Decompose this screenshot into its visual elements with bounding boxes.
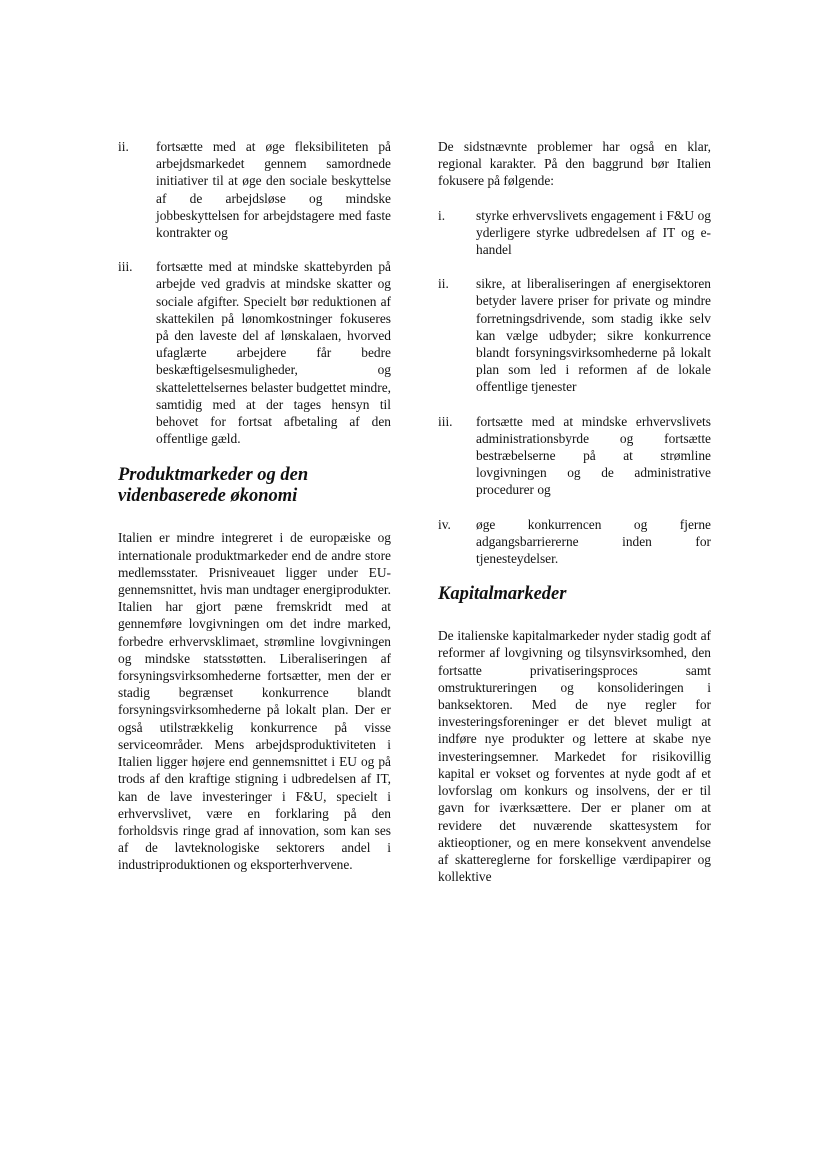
list-item bbox=[438, 516, 711, 568]
list-item-text: øge konkurrencen og fjerne adgangsbarriererne inden for tjenesteydelser. bbox=[476, 516, 711, 567]
section-heading-capital-markets: Kapitalmarkeder bbox=[438, 584, 567, 605]
list-item bbox=[118, 258, 391, 447]
body-paragraph: Italien er mindre integreret i de europæiske og internationale produktmarkeder end de andre store medlemsstater. Prisniveauet ligger under EU-gennemsnittet, hvis man undtager energiprodukter. Italien har gjort pæne fremskridt med at gennemføre lovgivningen om det indre marked, forbedre erhvervsklimaet, strømline lovgivningen og mindske statsstøtten. Liberaliseringen af forsyningsvirksomhederne fortsætter, men der er stadig begrænset konkurrence blandt forsyningsvirksomhederne på lokalt plan. Der er også utilstrækkelig konkurrence på visse serviceområder. Mens arbejdsproduktiviteten i Italien ligger højere end gennemsnittet i EU og på trods af den kraftige stigning i udbredelsen af IT, kan de lave investeringer i F&U, specielt i erhvervslivet, være en forklaring på den forholdsvis ringe grad af innovation, som kan ses af de lavteknologiske sektorers andel i industriproduktionen og eksporterhvervene. bbox=[118, 530, 391, 873]
list-item-number: ii. bbox=[118, 139, 129, 154]
section-heading-product-markets: Produktmarkeder og den videnbaserede økonomi bbox=[118, 465, 309, 507]
list-item-text: fortsætte med at mindske skattebyrden på arbejde ved gradvis at mindske skatter og sociale afgifter. Specielt bør reduktionen af skattekilen på lønomkostninger fokuseres på den laveste del af lønskalaen, hvorved ufaglærte arbejdere får bedre beskæftigelsesmuligheder, og skattelettelsernes belaster budgettet mindre, samtidig med at der tages hensyn til behovet for fortsat afbetaling af den offentlige gæld. bbox=[156, 259, 391, 447]
left-recommendation-list bbox=[118, 138, 391, 447]
list-item bbox=[438, 207, 711, 259]
list-item-text: fortsætte med at mindske erhvervslivets administrationsbyrde og fortsætte bestræbelserne på at strømline lovgivningen og de administrative procedurer og bbox=[476, 413, 711, 498]
intro-paragraph: De sidstnævnte problemer har også en klar, regional karakter. På den baggrund bør Italien fokusere på følgende: bbox=[438, 139, 711, 189]
list-item-number: iii. bbox=[438, 413, 453, 429]
list-item-number: iv. bbox=[438, 516, 451, 532]
list-item-text: sikre, at liberaliseringen af energisektoren betyder lavere priser for private og mindre forretningsdrivende, som stadig ikke selv kan vælge udbyder; sikre konkurrence blandt forsyningsvirksomhederne på lokalt plan som led i reformen af de lokale offentlige tjenester bbox=[476, 276, 711, 395]
list-item bbox=[118, 138, 391, 241]
list-item-number: ii. bbox=[438, 276, 449, 292]
right-column bbox=[438, 138, 711, 885]
list-item-text: fortsætte med at øge fleksibiliteten på arbejdsmarkedet gennem samordnede initiativer til at øge den sociale beskyttelse af de arbejdsløse og mindske jobbeskyttelsen for arbejdstagere med faste kontrakter og bbox=[156, 139, 391, 241]
body-paragraph: De italienske kapitalmarkeder nyder stadig godt af reformer af lovgivning og tilsynsvirksomhed, den fortsatte privatiseringsproces samt omstruktureringen og konsolideringen i banksektoren. Med de nye regler for investeringsforeninger er det blevet muligt at indføre nye produkter og lettere at skabe nye investeringsemner. Markedet for risikovillig kapital er vokset og forventes at nyde godt af et lovforslag om konkurs og insolvens, der er til gavn for iværksættere. Der er planer om at revidere det nuværende skattesystem for aktieoptioner, og en mere konsekvent anvendelse af skattereglerne for forskellige værdipapirer og kollektive bbox=[438, 628, 711, 885]
list-item-number: iii. bbox=[118, 259, 133, 275]
right-recommendation-list bbox=[438, 207, 711, 568]
list-item bbox=[438, 275, 711, 395]
list-item bbox=[438, 413, 711, 499]
left-column bbox=[118, 138, 391, 874]
list-item-number: i. bbox=[438, 207, 446, 223]
list-item-text: styrke erhvervslivets engagement i F&U og yderligere styrke udbredelsen af IT og e-handel bbox=[476, 207, 711, 258]
